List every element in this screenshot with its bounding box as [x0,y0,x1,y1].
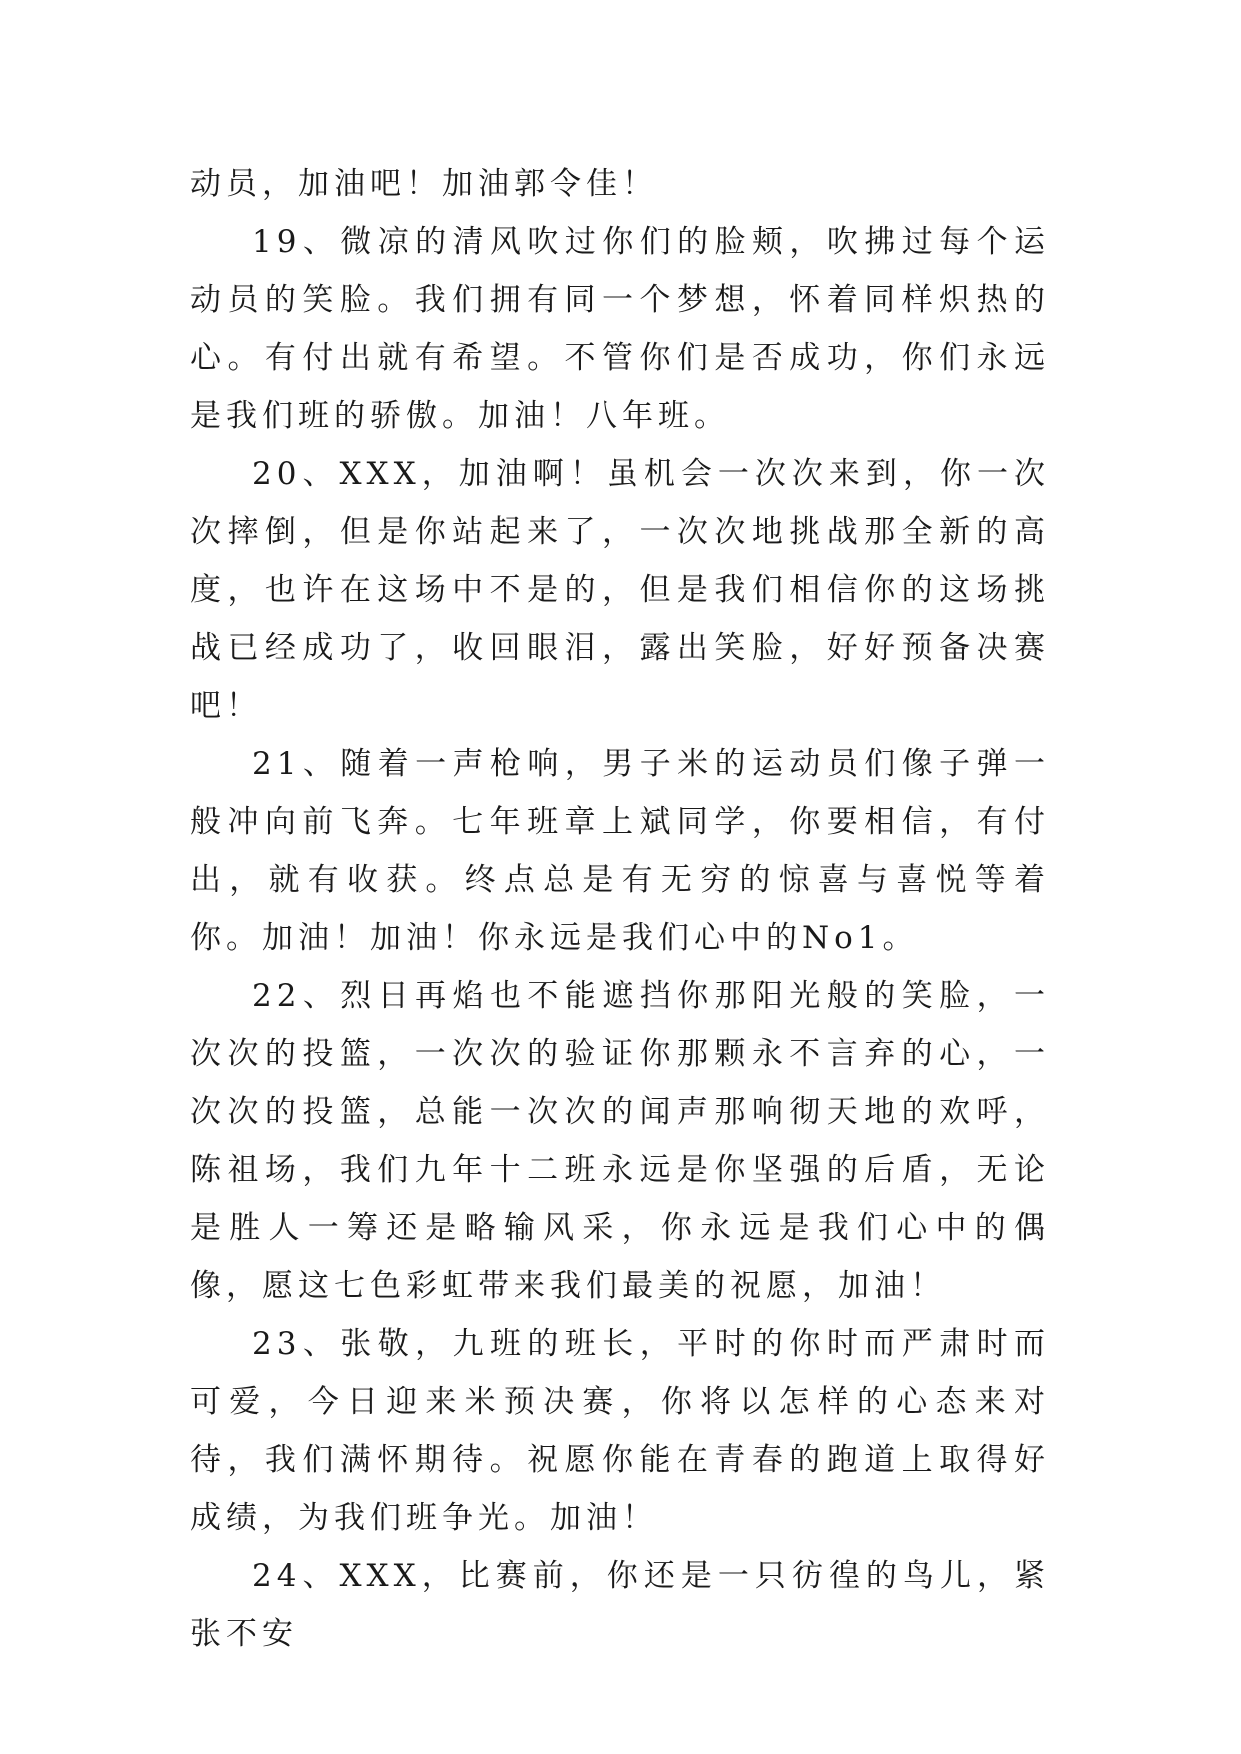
paragraph-20: 20、XXX，加油啊！虽机会一次次来到，你一次次摔倒，但是你站起来了，一次次地挑战那全新的高度，也许在这场中不是的，但是我们相信你的这场挑战已经成功了，收回眼泪，露出笑脸，好好预备决赛吧！ [190,456,1050,724]
paragraph-21: 21、随着一声枪响，男子米的运动员们像子弹一般冲向前飞奔。七年班章上斌同学，你要相信，有付出，就有收获。终点总是有无穷的惊喜与喜悦等着你。加油！加油！你永远是我们心中的No1。 [190,746,1050,956]
paragraph-19: 19、微凉的清风吹过你们的脸颊，吹拂过每个运动员的笑脸。我们拥有同一个梦想，怀着同样炽热的心。有付出就有希望。不管你们是否成功，你们永远是我们班的骄傲。加油！八年班。 [190,224,1050,434]
paragraph-continuation: 动员，加油吧！加油郭令佳！ [190,166,658,202]
paragraph-24: 24、XXX，比赛前，你还是一只彷徨的鸟儿，紧张不安 [190,1558,1050,1652]
document-body [190,155,1050,1663]
paragraph-22: 22、烈日再焰也不能遮挡你那阳光般的笑脸，一次次的投篮，一次次的验证你那颗永不言弃的心，一次次的投篮，总能一次次的闻声那响彻天地的欢呼，陈祖场，我们九年十二班永远是你坚强的后盾，无论是胜人一筹还是略输风采，你永远是我们心中的偶像，愿这七色彩虹带来我们最美的祝愿，加油！ [190,978,1050,1304]
paragraph-23: 23、张敬，九班的班长，平时的你时而严肃时而可爱，今日迎来米预决赛，你将以怎样的心态来对待，我们满怀期待。祝愿你能在青春的跑道上取得好成绩，为我们班争光。加油！ [190,1326,1050,1536]
